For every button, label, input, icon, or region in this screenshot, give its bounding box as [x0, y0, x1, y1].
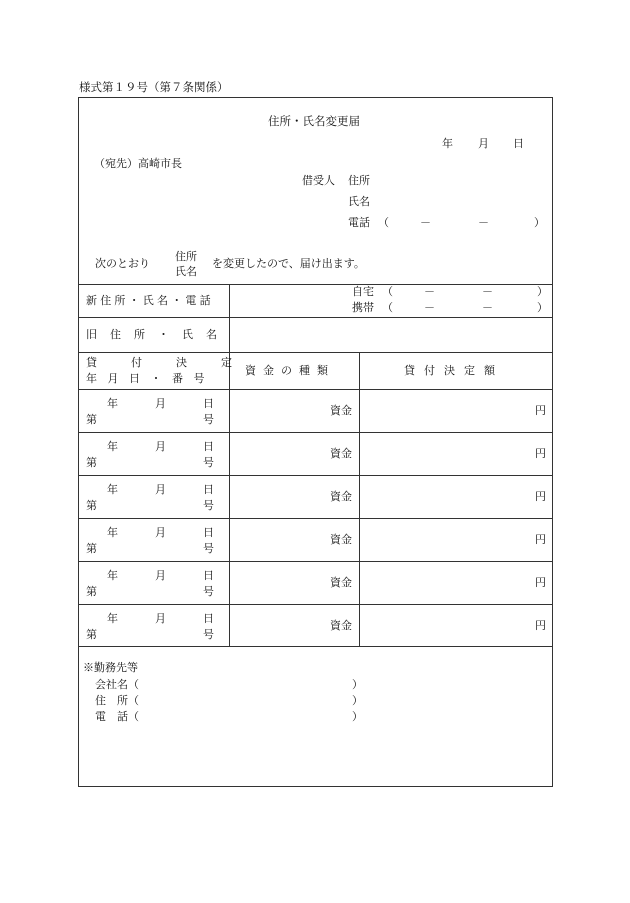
row-amount-field[interactable] [360, 476, 551, 517]
row-go: 号 [203, 413, 214, 426]
row-amount-field[interactable] [360, 433, 551, 474]
home-close-paren: ） [537, 285, 548, 298]
divider [79, 317, 552, 318]
row-day: 日 [203, 483, 214, 496]
row-go: 号 [203, 499, 214, 512]
row-year: 年 [107, 526, 118, 539]
form-number: 様式第１９号（第７条関係） [79, 80, 229, 94]
row-day: 日 [203, 526, 214, 539]
old-info-label: 旧住所・氏名 [86, 328, 230, 341]
header-loan-decision-line1: 貸付決定 [86, 356, 266, 369]
row-month: 月 [155, 397, 166, 410]
row-day: 日 [203, 397, 214, 410]
row-go: 号 [203, 585, 214, 598]
date-day: 日 [513, 137, 524, 150]
home-open-paren: （ [382, 285, 393, 298]
header-amount: 貸付決定額 [404, 364, 504, 377]
row-date-number-field[interactable] [80, 519, 229, 560]
new-info-label: 新住所・氏名・電話 [86, 294, 214, 307]
statement-suffix: を変更したので、届け出ます。 [212, 257, 365, 270]
row-day: 日 [203, 440, 214, 453]
row-dai: 第 [86, 413, 97, 426]
row-amount-field[interactable] [360, 519, 551, 560]
row-month: 月 [155, 483, 166, 496]
header-loan-decision-line2: 年月日・番号 [86, 372, 215, 385]
workplace-title: ※勤務先等 [83, 661, 138, 674]
row-go: 号 [203, 456, 214, 469]
form-title: 住所・氏名変更届 [268, 114, 360, 128]
row-dai: 第 [86, 542, 97, 555]
home-label: 自宅 [352, 285, 374, 298]
workplace-address-label: 住 所（ [95, 694, 139, 707]
row-yen: 円 [535, 576, 546, 589]
row-yen: 円 [535, 533, 546, 546]
row-dai: 第 [86, 499, 97, 512]
date-year: 年 [442, 137, 453, 150]
row-year: 年 [107, 612, 118, 625]
mobile-dash: － [424, 301, 435, 314]
row-amount-field[interactable] [360, 562, 551, 603]
phone-dash: － [420, 216, 431, 229]
divider [79, 646, 552, 647]
row-date-number-field[interactable] [80, 562, 229, 603]
row-month: 月 [155, 569, 166, 582]
row-fund: 資金 [330, 490, 352, 503]
row-yen: 円 [535, 404, 546, 417]
divider [79, 352, 552, 353]
row-fund: 資金 [330, 619, 352, 632]
row-dai: 第 [86, 585, 97, 598]
applicant-address-label: 住所 [348, 174, 370, 187]
phone-open-paren: （ [378, 216, 389, 229]
row-dai: 第 [86, 456, 97, 469]
row-fund-type-field[interactable] [230, 476, 359, 517]
row-fund: 資金 [330, 447, 352, 460]
mobile-label: 携帯 [352, 301, 374, 314]
row-fund: 資金 [330, 404, 352, 417]
row-day: 日 [203, 612, 214, 625]
row-yen: 円 [535, 447, 546, 460]
row-amount-field[interactable] [360, 605, 551, 646]
row-fund-type-field[interactable] [230, 562, 359, 603]
workplace-phone-label: 電 話（ [95, 710, 139, 723]
row-yen: 円 [535, 490, 546, 503]
phone-close-paren: ） [534, 216, 545, 229]
row-go: 号 [203, 542, 214, 555]
row-go: 号 [203, 628, 214, 641]
addressee: （宛先）高崎市長 [94, 157, 182, 170]
workplace-company-label: 会社名（ [95, 678, 139, 691]
home-dash: － [482, 285, 493, 298]
statement-option-name[interactable]: 氏名 [175, 265, 197, 278]
date-month: 月 [478, 137, 489, 150]
statement-option-address[interactable]: 住所 [175, 250, 197, 263]
row-month: 月 [155, 440, 166, 453]
header-fund-type: 資金の種類 [245, 364, 335, 377]
row-yen: 円 [535, 619, 546, 632]
workplace-phone-close: ） [352, 710, 363, 723]
row-fund-type-field[interactable] [230, 390, 359, 431]
row-year: 年 [107, 397, 118, 410]
home-dash: － [424, 285, 435, 298]
applicant-name-label: 氏名 [348, 195, 370, 208]
row-fund: 資金 [330, 576, 352, 589]
row-month: 月 [155, 612, 166, 625]
row-amount-field[interactable] [360, 390, 551, 431]
mobile-open-paren: （ [382, 301, 393, 314]
row-fund-type-field[interactable] [230, 433, 359, 474]
row-fund: 資金 [330, 533, 352, 546]
applicant-phone-label: 電話 [348, 216, 370, 229]
mobile-dash: － [482, 301, 493, 314]
row-fund-type-field[interactable] [230, 519, 359, 560]
row-fund-type-field[interactable] [230, 605, 359, 646]
row-date-number-field[interactable] [80, 433, 229, 474]
row-dai: 第 [86, 628, 97, 641]
row-day: 日 [203, 569, 214, 582]
row-year: 年 [107, 483, 118, 496]
applicant-label: 借受人 [302, 174, 335, 187]
mobile-close-paren: ） [537, 301, 548, 314]
row-date-number-field[interactable] [80, 605, 229, 646]
row-year: 年 [107, 569, 118, 582]
row-month: 月 [155, 526, 166, 539]
row-date-number-field[interactable] [80, 390, 229, 431]
phone-dash: － [478, 216, 489, 229]
row-year: 年 [107, 440, 118, 453]
statement-prefix: 次のとおり [95, 257, 150, 270]
workplace-company-close: ） [352, 678, 363, 691]
workplace-address-close: ） [352, 694, 363, 707]
row-date-number-field[interactable] [80, 476, 229, 517]
